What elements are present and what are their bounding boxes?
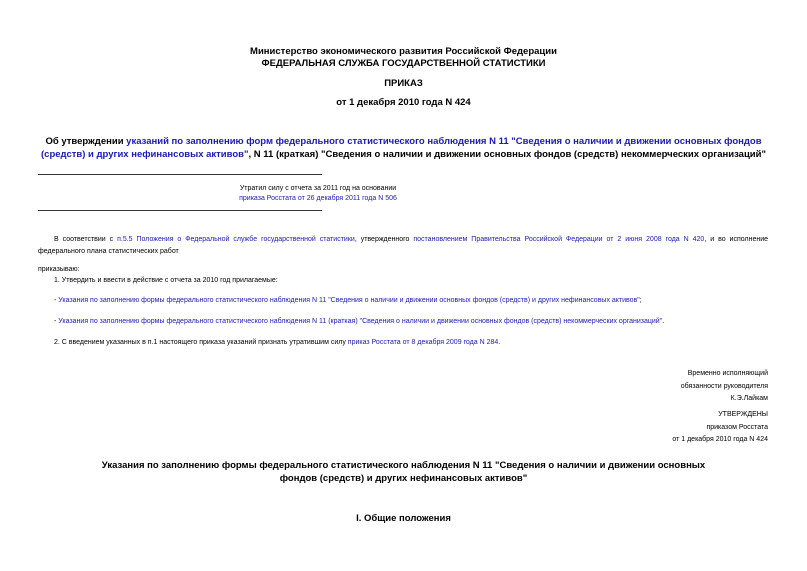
item-2-tail: . (498, 339, 501, 346)
item-2-text: 2. С введением указанных в п.1 настоящего приказа указаний признать утратившим силу (54, 339, 348, 346)
lost-force-text: Утратил силу с отчета за 2011 год на основании (239, 185, 397, 192)
approved-line-3: от 1 декабря 2010 года N 424 (672, 436, 768, 443)
bullet-1-dash: - (54, 297, 59, 304)
repealed-order-link[interactable]: приказ Росстата от 8 декабря 2009 года N 284 (347, 339, 499, 346)
section-title: I. Общие положения (356, 513, 451, 524)
divider-bottom (38, 210, 322, 211)
preamble-text-3: , и во исполнение федерального плана статистических работ (38, 236, 769, 255)
bullet-1-tail: ; (639, 297, 642, 304)
title-link-instructions[interactable]: указаний по заполнению форм федерального статистического наблюдения N 11 "Сведения о наличии и движении основных фондов (средств) и других нефинансовых активов" (41, 136, 762, 160)
bullet-2-dash: - (54, 318, 59, 325)
regulation-link[interactable]: п.5.5 Положения о Федеральной службе государственной статистики (117, 236, 355, 243)
divider-top (38, 174, 322, 175)
doc-date-number: от 1 декабря 2010 года N 424 (336, 97, 471, 108)
doc-title (30, 136, 777, 161)
bullet-2-tail: . (662, 318, 665, 325)
bullet-1-link[interactable]: Указания по заполнению формы федерального статистического наблюдения N 11 "Сведения о наличии и движении основных фондов (средств) и других нефинансовых активов" (58, 297, 640, 304)
bullet-2-link[interactable]: Указания по заполнению формы федерального статистического наблюдения N 11 (краткая) "Сведения о наличии и движении основных фондов (средств) некоммерческих организаций" (58, 318, 663, 325)
bullet-1 (54, 297, 642, 304)
signature-line-2: обязанности руководителя (680, 382, 768, 390)
signature-line-1: Временно исполняющий (687, 370, 768, 377)
order-word: приказываю: (38, 266, 80, 273)
preamble-text-1: В соответствии с (54, 236, 118, 243)
doc-type: ПРИКАЗ (384, 78, 423, 89)
lost-force-note (38, 184, 598, 204)
lost-force-link[interactable]: приказа Росстата от 26 декабря 2011 года N 506 (239, 195, 397, 202)
item-1: 1. Утвердить и ввести в действие с отчета за 2010 год прилагаемые: (54, 277, 278, 284)
header-block (0, 46, 807, 70)
approved-line-2: приказом Росстата (706, 423, 768, 431)
instructions-title: Указания по заполнению формы федерального статистического наблюдения N 11 "Сведения о наличии и движении основных фондов (средств) и других нефинансовых активов" (101, 460, 706, 484)
title-prefix: Об утверждении (45, 136, 127, 147)
signature-name: К.Э.Лайкам (730, 395, 768, 402)
item-2 (54, 339, 500, 346)
ministry-name: Министерство экономического развития Российской Федерации (250, 46, 557, 57)
preamble-paragraph (38, 234, 768, 258)
preamble-text-2: , утвержденного (354, 236, 414, 243)
service-name: ФЕДЕРАЛЬНАЯ СЛУЖБА ГОСУДАРСТВЕННОЙ СТАТИСТИКИ (261, 58, 546, 69)
approval-block (560, 409, 768, 447)
title-middle: , N 11 (краткая) "Сведения о наличии и движении основных фондов (средств) некоммерческих организаций" (248, 148, 766, 160)
government-decree-link[interactable]: постановлением Правительства Российской Федерации от 2 июня 2008 года N 420 (413, 236, 705, 243)
bullet-2 (54, 318, 664, 325)
approved-line-1: УТВЕРЖДЕНЫ (718, 411, 768, 418)
signature-block (560, 368, 768, 406)
